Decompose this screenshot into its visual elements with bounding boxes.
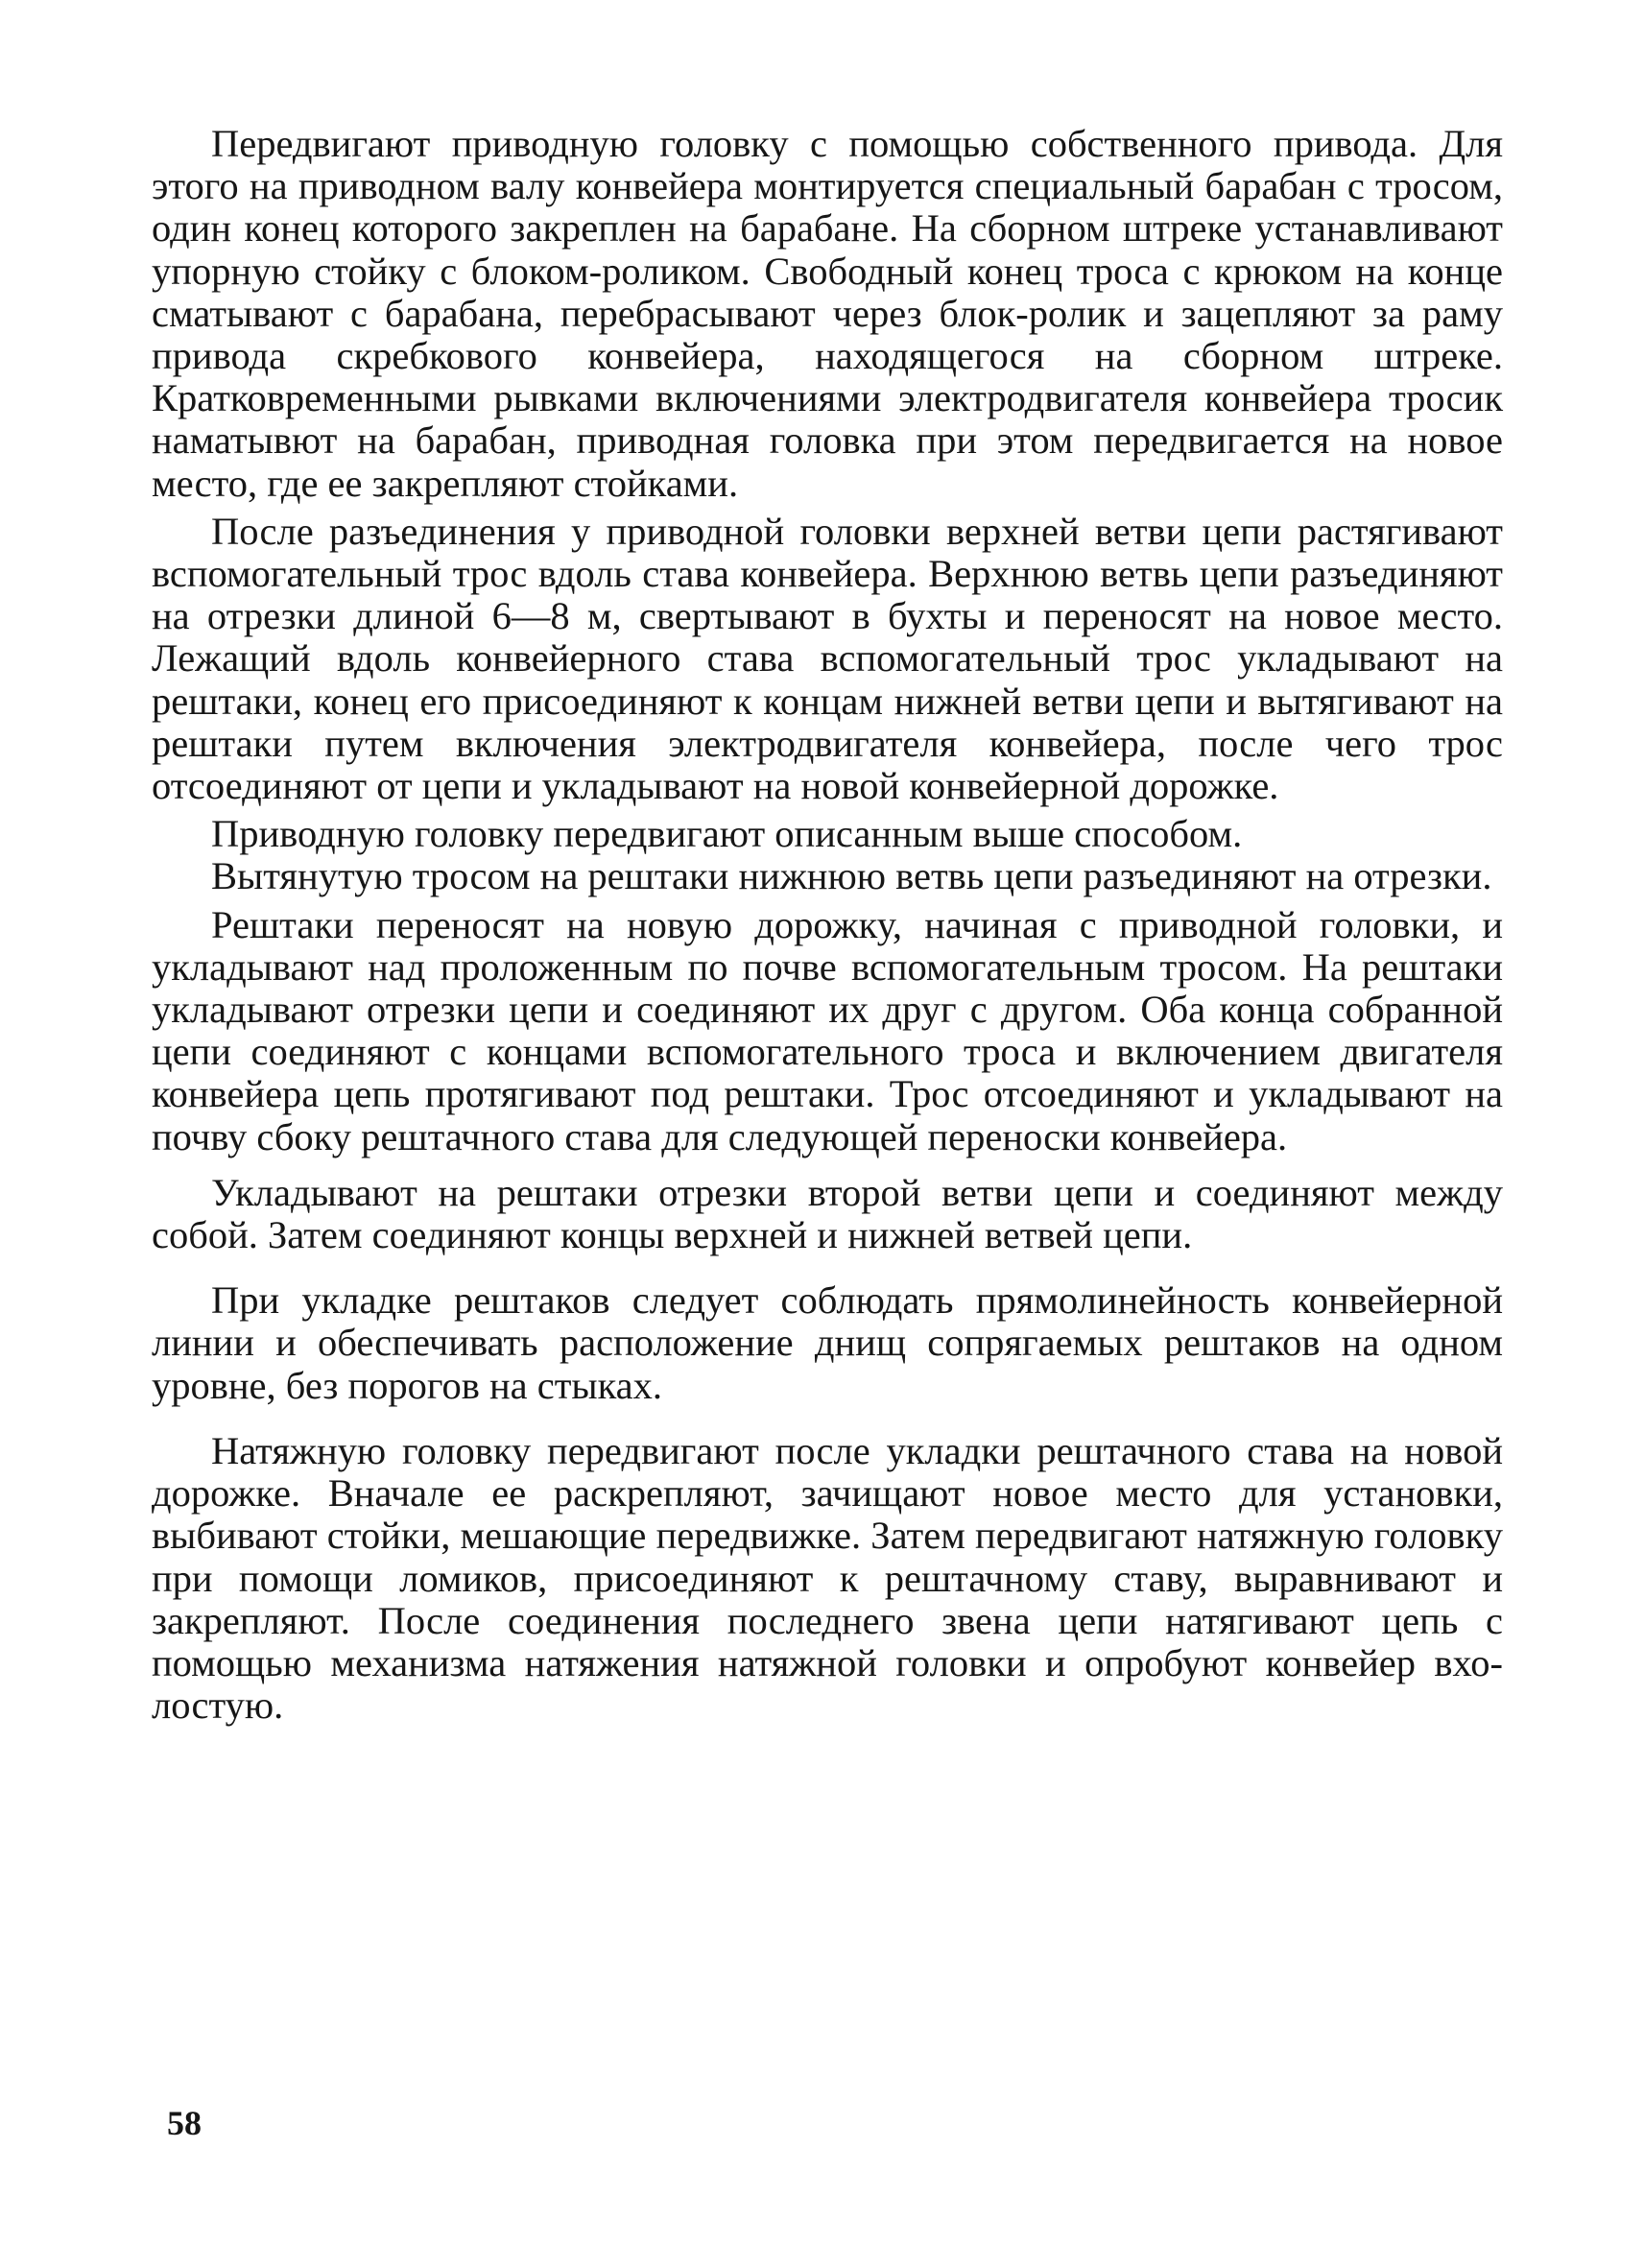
body-text — [152, 123, 1503, 1727]
paragraph-second-chain-branch: Укладывают на рештаки отрезки второй ветви цепи и соединяют между собой. Затем соединяют концы верхней и нижней ветвей цепи. — [152, 1170, 1503, 1257]
paragraph-drive-head-move: Передвигают приводную головку с помощью собственного привода. Для этого на приводном валу конвейера монтируется специальный барабан с тросом, один конец которого закреплен на барабане. На сборном штреке устанавливают упорную стойку с блоком-роликом. Свободный конец троса с крюком на конце сматывают с барабана, перебрасывают через блок-ролик и зацепляют за раму привода скребкового конвейера, находящегося на сборном штреке. Кратковременными рывками включениями электродвигателя конвейера тросик наматывют на барабан, приводная головка при этом передвигается на новое место, где ее закрепляют стойками. — [152, 122, 1503, 505]
paragraph-tension-head-move: Натяжную головку передвигают после укладки рештачного става на новой дорожке. Вначале ее раскрепляют, зачищают новое место для установки, выбивают стойки, мешающие передвижке. Затем передвигают натяжную головку при помощи ломиков, присоединяют к рештачному ставу, выравнивают и закрепляют. После соединения последнего звена цепи натягивают цепь с помощью механизма натяжения натяжной головки и опробуют конвейер вхолостую. — [152, 1428, 1503, 1728]
page-number: 58 — [167, 2104, 202, 2142]
paragraph-upper-chain-disconnect: После разъединения у приводной головки верхней ветви цепи растягивают вспомогательный трос вдоль става конвейера. Верхнюю ветвь цепи разъединяют на отрезки длиной 6—8 м, свертывают в бухты и переносят на новое место. Лежащий вдоль конвейерного става вспомогательный трос укладывают на рештаки, конец его присоединяют к концам нижней ветви цепи и вытягивают на рештаки путем включения электродвигателя конвейера, после чего трос отсоединяют от цепи и укладывают на новой конвейерной дорожке. — [152, 509, 1503, 808]
paragraph-pans-relocation: Рештаки переносят на новую дорожку, начиная с приводной головки, и укладывают над проложенным по почве вспомогательным тросом. На рештаки укладывают отрезки цепи и соединяют их друг с другом. Оба конца собранной цепи соединяют с концами вспомогательного троса и включением двигателя конвейера цепь протягивают под рештаки. Трос отсоединяют и укладывают на почву сбоку рештачного става для следующей переноски конвейера. — [152, 902, 1503, 1158]
paragraph-pans-alignment: При укладке рештаков следует соблюдать прямолинейность конвейерной линии и обеспечивать расположение днищ сопрягаемых рештаков на одном уровне, без порогов на стыках. — [152, 1278, 1503, 1407]
paragraph-lower-chain-split: Вытянутую тросом на рештаки нижнюю ветвь цепи разъединяют на отрезки. — [211, 854, 1492, 898]
paragraph-drive-head-method: Приводную головку передвигают описанным выше способом. — [211, 812, 1243, 856]
